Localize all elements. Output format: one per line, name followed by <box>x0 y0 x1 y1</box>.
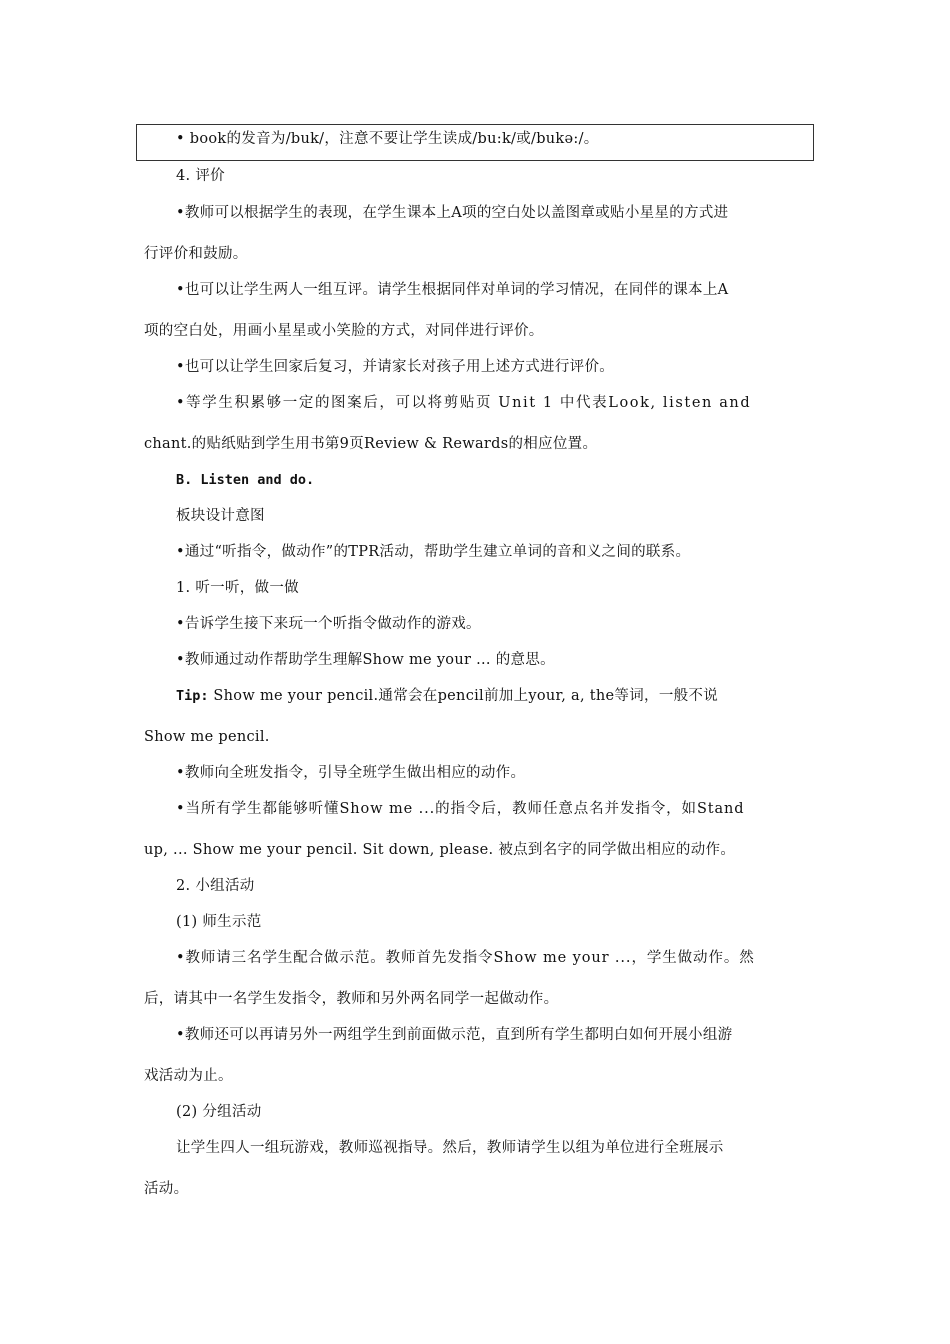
step-2-title: 2. 小组活动 <box>176 878 255 894</box>
step-1-bullet-4-line-2: up, ... Show me your pencil. Sit down, please. 被点到名字的同学做出相应的动作。 <box>144 842 736 858</box>
section-b-heading: B. Listen and do. <box>176 472 315 488</box>
sub-step-2-text-line-1: 让学生四人一组玩游戏，教师巡视指导。然后，教师请学生以组为单位进行全班展示 <box>176 1140 724 1156</box>
sub-step-1-bullet-2-line-2: 戏活动为止。 <box>144 1068 233 1084</box>
eval-bullet-1-line-1: •教师可以根据学生的表现，在学生课本上A项的空白处以盖图章或贴小星星的方式进 <box>176 205 729 221</box>
eval-bullet-1-line-2: 行评价和鼓励。 <box>144 246 248 262</box>
step-1-title: 1. 听一听，做一做 <box>176 580 299 596</box>
sub-step-1-title: (1) 师生示范 <box>176 914 262 930</box>
step-1-bullet-1: •告诉学生接下来玩一个听指令做动作的游戏。 <box>176 616 481 632</box>
tip-line-2: Show me pencil. <box>144 729 270 745</box>
section-4-heading: 4. 评价 <box>176 168 225 184</box>
sub-step-1-bullet-2-line-1: •教师还可以再请另外一两组学生到前面做示范，直到所有学生都明白如何开展小组游 <box>176 1027 733 1043</box>
tip-line-1 <box>176 686 718 706</box>
tip-text: Show me your pencil.通常会在pencil前加上your, a, the等词，一般不说 <box>208 688 719 704</box>
design-intent-title: 板块设计意图 <box>176 508 265 524</box>
eval-bullet-4-line-2: chant.的贴纸贴到学生用书第9页Review & Rewards的相应位置。 <box>144 436 598 452</box>
eval-bullet-2-line-2: 项的空白处，用画小星星或小笑脸的方式，对同伴进行评价。 <box>144 323 544 339</box>
step-1-bullet-3: •教师向全班发指令，引导全班学生做出相应的动作。 <box>176 765 526 781</box>
step-1-bullet-4-line-1: •当所有学生都能够听懂Show me ...的指令后，教师任意点名并发指令，如Stand <box>176 801 745 817</box>
design-intent-text: •通过“听指令，做动作”的TPR活动，帮助学生建立单词的音和义之间的联系。 <box>176 544 691 560</box>
eval-bullet-2-line-1: •也可以让学生两人一组互评。请学生根据同伴对单词的学习情况，在同伴的课本上A <box>176 282 729 298</box>
sub-step-2-text-line-2: 活动。 <box>144 1181 189 1197</box>
pronunciation-note: • book的发音为/buk/，注意不要让学生读成/bu:k/或/bukə:/。 <box>176 131 599 147</box>
tip-label: Tip: <box>176 688 209 704</box>
sub-step-1-bullet-1-line-1: •教师请三名学生配合做示范。教师首先发指令Show me your ...，学生做动作。然 <box>176 950 755 966</box>
sub-step-2-title: (2) 分组活动 <box>176 1104 262 1120</box>
eval-bullet-3: •也可以让学生回家后复习，并请家长对孩子用上述方式进行评价。 <box>176 359 615 375</box>
step-1-bullet-2: •教师通过动作帮助学生理解Show me your ... 的意思。 <box>176 652 555 668</box>
eval-bullet-4-line-1: •等学生积累够一定的图案后，可以将剪贴页 Unit 1 中代表Look, listen and <box>176 395 752 411</box>
sub-step-1-bullet-1-line-2: 后，请其中一名学生发指令，教师和另外两名同学一起做动作。 <box>144 991 559 1007</box>
